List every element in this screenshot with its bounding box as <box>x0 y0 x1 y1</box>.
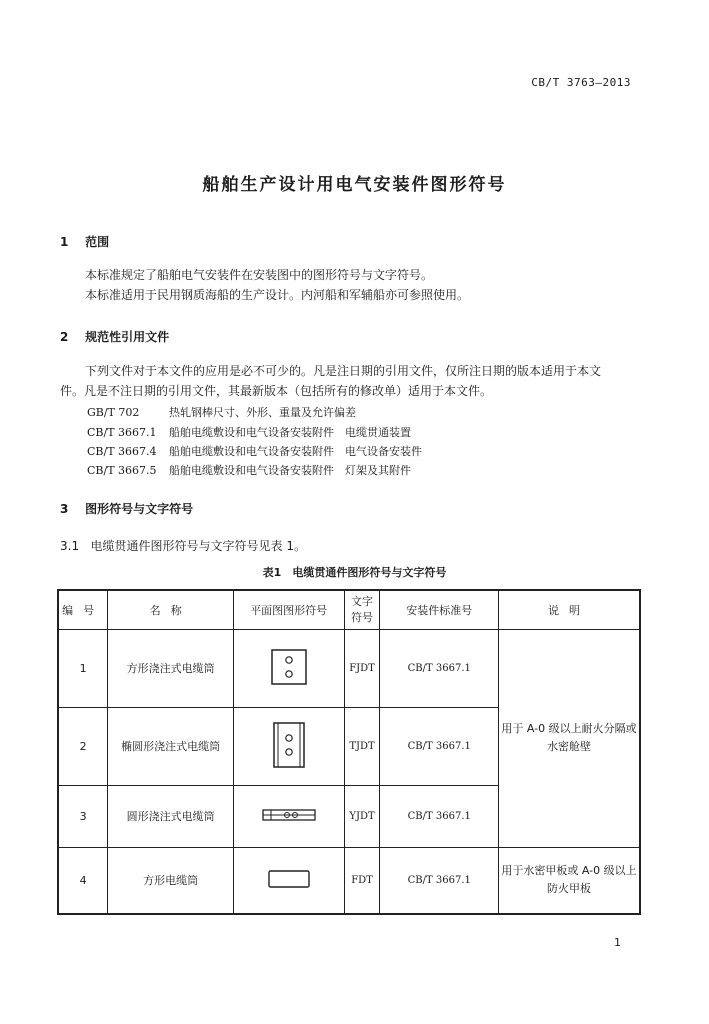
reference-title: 热轧钢棒尺寸、外形、重量及允许偏差 <box>169 406 356 419</box>
row-no: 2 <box>58 707 108 785</box>
oval-two-hole-symbol-icon <box>269 720 309 770</box>
standard-number: CB/T 3763—2013 <box>531 76 631 89</box>
table-row <box>58 847 640 914</box>
row-code: FDT <box>344 847 380 914</box>
section-1-para-2 <box>60 286 635 305</box>
row-name: 圆形浇注式电缆筒 <box>108 785 233 847</box>
clause-3-1 <box>60 537 306 554</box>
row-code: YJDT <box>344 785 380 847</box>
row-no: 1 <box>58 629 108 707</box>
table-caption: 表1 电缆贯通件图形符号与文字符号 <box>262 566 447 579</box>
reference-item <box>87 443 422 459</box>
header-text-symbol-line-1: 文字 <box>351 594 374 608</box>
row-name: 椭圆形浇注式电缆筒 <box>108 707 233 785</box>
row-symbol <box>233 707 344 785</box>
row-symbol <box>233 847 344 914</box>
section-2-intro-line-1 <box>60 362 635 381</box>
section-2-heading <box>60 328 169 345</box>
row-no: 4 <box>58 847 108 914</box>
row-standard: CB/T 3667.1 <box>380 847 499 914</box>
row-symbol <box>233 629 344 707</box>
section-3-heading <box>60 500 193 517</box>
reference-title: 船舶电缆敷设和电气设备安装附件 灯架及其附件 <box>169 464 411 477</box>
header-note: 说明 <box>499 590 640 629</box>
reference-item <box>87 424 411 440</box>
section-1-para-1-text: 本标准规定了船舶电气安装件在安装图中的图形符号与文字符号。 <box>85 268 434 282</box>
row-code: FJDT <box>344 629 380 707</box>
square-two-hole-symbol-icon <box>269 647 309 687</box>
row-name: 方形电缆筒 <box>108 847 233 914</box>
row-standard: CB/T 3667.1 <box>380 785 499 847</box>
rectangle-symbol-icon <box>267 868 311 890</box>
symbol-table <box>57 589 641 915</box>
clause-3-1-text: 电缆贯通件图形符号与文字符号见表 1。 <box>90 539 306 553</box>
section-3-number: 3 <box>60 502 69 516</box>
section-1-heading <box>60 233 109 250</box>
table-row <box>58 629 640 707</box>
reference-item <box>87 462 411 478</box>
section-1-para-2-text: 本标准适用于民用钢质海船的生产设计。内河船和军辅船亦可参照使用。 <box>85 288 470 302</box>
table-header-row <box>58 590 640 629</box>
row-standard: CB/T 3667.1 <box>380 707 499 785</box>
header-standard: 安装件标准号 <box>380 590 499 629</box>
section-2-intro-line-2 <box>60 382 635 401</box>
reference-code: CB/T 3667.4 <box>87 445 157 458</box>
section-2-intro-line-1-text: 下列文件对于本文件的应用是必不可少的。凡是注日期的引用文件，仅所注日期的版本适用于本文 <box>85 364 602 378</box>
row-note: 用于水密甲板或 A-0 级以上防火甲板 <box>499 847 640 914</box>
page-title: 船舶生产设计用电气安装件图形符号 <box>202 175 507 195</box>
reference-code: CB/T 3667.1 <box>87 426 157 439</box>
section-2-title: 规范性引用文件 <box>85 330 170 344</box>
reference-item <box>87 404 356 420</box>
clause-3-1-number: 3.1 <box>60 539 80 553</box>
header-no: 编号 <box>58 590 108 629</box>
section-2-intro-line-2-text: 件。凡是不注日期的引用文件，其最新版本（包括所有的修改单）适用于本文件。 <box>60 384 493 398</box>
section-1-title: 范围 <box>85 235 110 249</box>
section-2-number: 2 <box>60 330 69 344</box>
header-text-symbol <box>344 590 380 629</box>
section-3-title: 图形符号与文字符号 <box>85 502 194 516</box>
round-cable-pipe-symbol-icon <box>261 806 317 824</box>
section-1-para-1 <box>60 266 635 285</box>
section-1-number: 1 <box>60 235 69 249</box>
header-name: 名称 <box>108 590 233 629</box>
reference-title: 船舶电缆敷设和电气设备安装附件 电气设备安装件 <box>169 445 422 458</box>
reference-code: GB/T 702 <box>87 406 140 419</box>
header-symbol: 平面图图形符号 <box>233 590 344 629</box>
header-text-symbol-line-2: 符号 <box>351 610 374 624</box>
page-number: 1 <box>614 936 621 949</box>
row-standard: CB/T 3667.1 <box>380 629 499 707</box>
reference-title: 船舶电缆敷设和电气设备安装附件 电缆贯通装置 <box>169 426 411 439</box>
row-note-merged: 用于 A-0 级以上耐火分隔或水密舱壁 <box>499 629 640 847</box>
reference-code: CB/T 3667.5 <box>87 464 157 477</box>
row-symbol <box>233 785 344 847</box>
row-no: 3 <box>58 785 108 847</box>
row-name: 方形浇注式电缆筒 <box>108 629 233 707</box>
row-code: TJDT <box>344 707 380 785</box>
